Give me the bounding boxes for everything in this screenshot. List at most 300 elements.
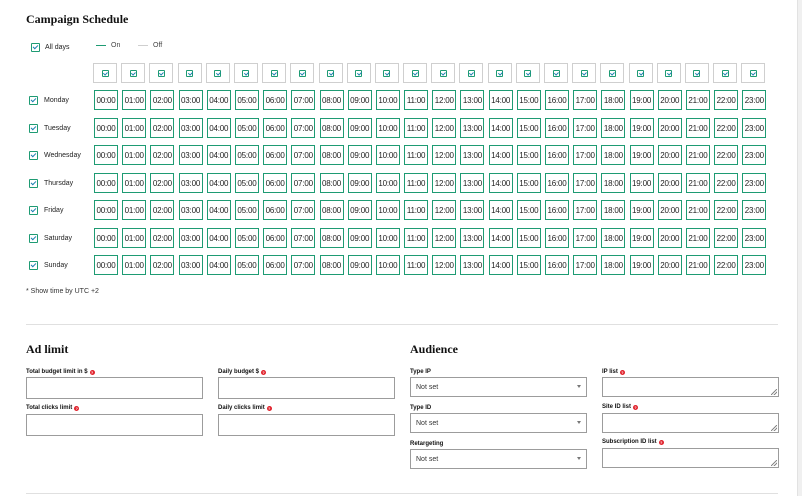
checkbox[interactable] (468, 70, 475, 77)
on-swatch (96, 45, 106, 46)
total-budget-input[interactable] (26, 377, 203, 399)
retargeting-label: Retargeting (410, 441, 444, 447)
day-checkbox[interactable] (29, 206, 38, 215)
hour-slot[interactable]: 09:00 (348, 90, 372, 110)
hour-slot[interactable]: 20:00 (658, 118, 682, 138)
day-checkbox[interactable] (29, 261, 38, 270)
legend-on-label: On (111, 42, 121, 49)
hour-slot[interactable]: 06:00 (263, 118, 287, 138)
retargeting-value: Not set (416, 455, 439, 463)
hour-slot[interactable]: 19:00 (630, 200, 654, 220)
hour-slot[interactable]: 20:00 (658, 200, 682, 220)
hour-slot[interactable]: 17:00 (573, 118, 597, 138)
hour-column-checkbox[interactable] (206, 63, 230, 83)
hour-slot[interactable]: 10:00 (376, 90, 400, 110)
hour-slot[interactable]: 02:00 (150, 173, 174, 193)
hour-column-checkbox[interactable] (741, 63, 765, 83)
hour-slot[interactable]: 22:00 (714, 145, 738, 165)
hour-slot[interactable]: 07:00 (291, 145, 315, 165)
legend-on (96, 42, 120, 49)
checkbox[interactable] (214, 70, 221, 77)
hour-slot[interactable]: 20:00 (658, 173, 682, 193)
hour-slot[interactable]: 01:00 (122, 228, 146, 248)
checkbox[interactable] (186, 70, 193, 77)
hour-slot[interactable]: 01:00 (122, 173, 146, 193)
hour-slot[interactable]: 14:00 (489, 200, 513, 220)
hour-slot[interactable]: 14:00 (489, 145, 513, 165)
hour-slot[interactable]: 05:00 (235, 228, 259, 248)
hour-slot[interactable]: 00:00 (94, 118, 118, 138)
hour-column-checkbox[interactable] (572, 63, 596, 83)
day-label: Wednesday (44, 151, 81, 159)
hour-slot[interactable]: 14:00 (489, 90, 513, 110)
hour-slot[interactable]: 12:00 (432, 200, 456, 220)
hour-slot[interactable]: 12:00 (432, 173, 456, 193)
audience-title: Audience (410, 342, 458, 356)
checkbox[interactable] (637, 70, 644, 77)
type-id-select[interactable] (410, 413, 587, 433)
hour-slot[interactable]: 01:00 (122, 145, 146, 165)
resize-handle-icon[interactable] (771, 425, 777, 431)
checkbox[interactable] (553, 70, 560, 77)
hour-slot[interactable]: 17:00 (573, 228, 597, 248)
day-toggle[interactable] (29, 151, 93, 160)
retargeting-select[interactable] (410, 449, 587, 469)
hour-slot[interactable]: 12:00 (432, 145, 456, 165)
hour-slot[interactable]: 03:00 (179, 200, 203, 220)
hour-slot[interactable]: 15:00 (517, 90, 541, 110)
help-icon[interactable]: ? (90, 369, 94, 375)
hour-column-checkbox[interactable] (149, 63, 173, 83)
hour-slot[interactable]: 02:00 (150, 255, 174, 275)
hour-slot[interactable]: 19:00 (630, 90, 654, 110)
subscription-id-list-label (602, 439, 664, 445)
type-ip-value: Not set (416, 383, 439, 391)
hour-slot[interactable]: 19:00 (630, 118, 654, 138)
hour-column-checkbox[interactable] (459, 63, 483, 83)
hour-slot[interactable]: 23:00 (742, 255, 766, 275)
checkbox[interactable] (524, 70, 531, 77)
hour-slot[interactable]: 21:00 (686, 173, 710, 193)
hour-slot[interactable]: 09:00 (348, 228, 372, 248)
daily-budget-input[interactable] (218, 377, 395, 399)
hour-slot[interactable]: 04:00 (207, 90, 231, 110)
hour-column-checkbox[interactable] (121, 63, 145, 83)
hour-column-checkbox[interactable] (488, 63, 512, 83)
hour-slot[interactable]: 10:00 (376, 173, 400, 193)
day-row (29, 118, 771, 138)
hour-slot[interactable]: 13:00 (460, 200, 484, 220)
hour-slot[interactable]: 06:00 (263, 200, 287, 220)
checkbox[interactable] (327, 70, 334, 77)
hour-slot[interactable]: 21:00 (686, 200, 710, 220)
hour-slot[interactable]: 11:00 (404, 90, 428, 110)
hour-slot[interactable]: 03:00 (179, 255, 203, 275)
checkbox[interactable] (722, 70, 729, 77)
ip-list-label-text: IP list (602, 369, 618, 375)
hour-slot[interactable]: 14:00 (489, 255, 513, 275)
hour-slot[interactable]: 02:00 (150, 90, 174, 110)
chevron-down-icon (577, 457, 581, 460)
help-icon[interactable]: ? (75, 405, 78, 411)
help-icon[interactable]: ? (659, 439, 663, 445)
hour-slot[interactable]: 11:00 (404, 255, 428, 275)
hour-slot[interactable]: 16:00 (545, 90, 569, 110)
hour-slot[interactable]: 23:00 (742, 145, 766, 165)
hour-slot[interactable]: 07:00 (291, 228, 315, 248)
hour-slot[interactable]: 23:00 (742, 90, 766, 110)
hour-slot[interactable]: 22:00 (714, 228, 738, 248)
ip-list-textarea[interactable] (602, 377, 779, 397)
hour-slot[interactable]: 06:00 (263, 173, 287, 193)
hour-slot[interactable]: 22:00 (714, 173, 738, 193)
hour-slot[interactable]: 04:00 (207, 228, 231, 248)
hour-slot[interactable]: 11:00 (404, 145, 428, 165)
hour-slot[interactable]: 13:00 (460, 228, 484, 248)
hour-slot[interactable]: 19:00 (630, 255, 654, 275)
hour-slot[interactable]: 04:00 (207, 200, 231, 220)
hour-slot[interactable]: 10:00 (376, 200, 400, 220)
hour-column-checkbox[interactable] (375, 63, 399, 83)
help-icon[interactable]: ? (621, 369, 624, 375)
checkbox[interactable] (581, 70, 588, 77)
off-swatch (138, 45, 148, 46)
hour-column-checkbox[interactable] (234, 63, 258, 83)
hour-slot[interactable]: 19:00 (630, 145, 654, 165)
hour-slot[interactable]: 01:00 (122, 90, 146, 110)
checkbox[interactable] (750, 70, 757, 77)
hour-column-checkbox[interactable] (319, 63, 343, 83)
hour-slot[interactable]: 00:00 (94, 145, 118, 165)
hour-slot[interactable]: 09:00 (348, 255, 372, 275)
hour-slot[interactable]: 03:00 (179, 228, 203, 248)
subscription-id-list-textarea[interactable] (602, 448, 779, 468)
hour-column-checkbox[interactable] (403, 63, 427, 83)
hour-slot[interactable]: 09:00 (348, 145, 372, 165)
hour-slot[interactable]: 17:00 (573, 200, 597, 220)
daily-budget-label-text: Daily budget $ (218, 369, 260, 375)
hour-column-checkbox[interactable] (262, 63, 286, 83)
hour-slot[interactable]: 04:00 (207, 145, 231, 165)
hour-slot[interactable]: 13:00 (460, 173, 484, 193)
hour-slot[interactable]: 04:00 (207, 173, 231, 193)
hour-slot[interactable]: 19:00 (630, 228, 654, 248)
hour-slot[interactable]: 11:00 (404, 200, 428, 220)
hour-slot[interactable]: 10:00 (376, 145, 400, 165)
help-icon[interactable]: ? (634, 404, 637, 410)
all-days-label: All days (45, 44, 70, 51)
hour-slot[interactable]: 18:00 (601, 173, 625, 193)
total-budget-label (26, 369, 95, 375)
hour-slot[interactable]: 16:00 (545, 118, 569, 138)
checkbox[interactable] (496, 70, 503, 77)
hour-slot[interactable]: 05:00 (235, 255, 259, 275)
hour-slot[interactable]: 07:00 (291, 118, 315, 138)
hour-slot[interactable]: 19:00 (630, 173, 654, 193)
day-checkbox[interactable] (29, 96, 38, 105)
hour-column-checkbox[interactable] (544, 63, 568, 83)
day-label: Thursday (44, 179, 74, 187)
all-days-checkbox[interactable] (31, 43, 40, 52)
hour-column-checkbox[interactable] (713, 63, 737, 83)
daily-budget-label (218, 369, 266, 375)
hour-slot[interactable]: 01:00 (122, 118, 146, 138)
total-budget-label-text: Total budget limit in $ (26, 369, 88, 375)
hour-slot[interactable]: 15:00 (517, 118, 541, 138)
day-row (29, 145, 771, 165)
hour-slot[interactable]: 00:00 (94, 200, 118, 220)
day-label: Tuesday (44, 124, 71, 132)
hour-slot[interactable]: 23:00 (742, 118, 766, 138)
hour-slot[interactable]: 20:00 (658, 145, 682, 165)
checkbox[interactable] (440, 70, 447, 77)
hour-slot[interactable]: 03:00 (179, 173, 203, 193)
hour-column-checkbox[interactable] (600, 63, 624, 83)
day-checkbox[interactable] (29, 179, 38, 188)
ad-limit-title: Ad limit (26, 342, 69, 356)
hour-slot[interactable]: 15:00 (517, 200, 541, 220)
site-id-list-textarea[interactable] (602, 413, 779, 433)
hour-slot[interactable]: 17:00 (573, 255, 597, 275)
hour-slot[interactable]: 04:00 (207, 255, 231, 275)
hour-slot[interactable]: 00:00 (94, 90, 118, 110)
checkbox[interactable] (693, 70, 700, 77)
help-icon[interactable]: ? (267, 405, 271, 411)
checkbox[interactable] (242, 70, 249, 77)
hour-slot[interactable]: 11:00 (404, 118, 428, 138)
hour-slot[interactable]: 18:00 (601, 228, 625, 248)
hour-slot[interactable]: 12:00 (432, 90, 456, 110)
hour-slot[interactable]: 02:00 (150, 118, 174, 138)
hour-slot[interactable]: 16:00 (545, 145, 569, 165)
resize-handle-icon[interactable] (771, 389, 777, 395)
checkbox[interactable] (130, 70, 137, 77)
hour-slot[interactable]: 14:00 (489, 173, 513, 193)
hour-slot[interactable]: 08:00 (320, 255, 344, 275)
hour-slot[interactable]: 05:00 (235, 200, 259, 220)
hour-slot[interactable]: 10:00 (376, 255, 400, 275)
hour-slot[interactable]: 05:00 (235, 118, 259, 138)
campaign-schedule-title: Campaign Schedule (26, 12, 129, 26)
hour-slot[interactable]: 08:00 (320, 118, 344, 138)
day-checkbox[interactable] (29, 151, 38, 160)
day-row (29, 173, 771, 193)
hour-slot[interactable]: 09:00 (348, 200, 372, 220)
hour-slot[interactable]: 13:00 (460, 90, 484, 110)
hour-slot[interactable]: 18:00 (601, 145, 625, 165)
hour-slot[interactable]: 18:00 (601, 118, 625, 138)
hour-slot[interactable]: 15:00 (517, 173, 541, 193)
hour-slot[interactable]: 09:00 (348, 173, 372, 193)
day-label: Monday (44, 96, 69, 104)
hour-slot[interactable]: 16:00 (545, 228, 569, 248)
hour-slot[interactable]: 16:00 (545, 173, 569, 193)
hour-slot[interactable]: 06:00 (263, 145, 287, 165)
chevron-down-icon (577, 421, 581, 424)
hour-slot[interactable]: 14:00 (489, 228, 513, 248)
checkbox[interactable] (609, 70, 616, 77)
day-toggle[interactable] (29, 261, 93, 270)
type-id-value: Not set (416, 419, 439, 427)
checkbox[interactable] (102, 70, 109, 77)
hour-slot[interactable]: 05:00 (235, 90, 259, 110)
hour-slot[interactable]: 08:00 (320, 90, 344, 110)
daily-clicks-input[interactable] (218, 414, 395, 436)
timezone-note: * Show time by UTC +2 (26, 288, 99, 295)
hour-slot[interactable]: 09:00 (348, 118, 372, 138)
hour-slot[interactable]: 17:00 (573, 90, 597, 110)
hour-column-checkbox[interactable] (629, 63, 653, 83)
hour-slot[interactable]: 03:00 (179, 90, 203, 110)
hour-slot[interactable]: 06:00 (263, 255, 287, 275)
hour-slot[interactable]: 13:00 (460, 145, 484, 165)
hour-slot[interactable]: 21:00 (686, 118, 710, 138)
hour-slot[interactable]: 08:00 (320, 200, 344, 220)
checkbox[interactable] (271, 70, 278, 77)
hour-column-checkboxes (93, 63, 770, 83)
legend-off (138, 42, 162, 49)
hour-slot[interactable]: 16:00 (545, 255, 569, 275)
checkbox[interactable] (412, 70, 419, 77)
hour-slot[interactable]: 06:00 (263, 228, 287, 248)
hour-slot[interactable]: 08:00 (320, 228, 344, 248)
scrollbar-track[interactable] (797, 0, 802, 496)
hour-column-checkbox[interactable] (93, 63, 117, 83)
bottom-divider (26, 493, 778, 494)
hour-slot[interactable]: 21:00 (686, 255, 710, 275)
hour-slot[interactable]: 11:00 (404, 228, 428, 248)
total-clicks-label-text: Total clicks limit (26, 405, 73, 411)
hour-slot[interactable]: 18:00 (601, 200, 625, 220)
checkbox[interactable] (665, 70, 672, 77)
hour-column-checkbox[interactable] (685, 63, 709, 83)
hour-slot[interactable]: 08:00 (320, 173, 344, 193)
hour-slot[interactable]: 22:00 (714, 90, 738, 110)
help-icon[interactable]: ? (262, 369, 265, 375)
hour-slot[interactable]: 00:00 (94, 173, 118, 193)
hour-slot[interactable]: 01:00 (122, 200, 146, 220)
hour-column-checkbox[interactable] (178, 63, 202, 83)
hour-slot[interactable]: 20:00 (658, 90, 682, 110)
hour-slot[interactable]: 23:00 (742, 173, 766, 193)
hour-slot[interactable]: 15:00 (517, 255, 541, 275)
subscription-id-list-label-text: Subscription ID list (602, 439, 657, 445)
chevron-down-icon (577, 385, 581, 388)
total-clicks-label (26, 405, 79, 411)
hour-slot[interactable]: 22:00 (714, 255, 738, 275)
day-toggle[interactable] (29, 96, 93, 105)
hour-slot[interactable]: 00:00 (94, 228, 118, 248)
hour-slot[interactable]: 12:00 (432, 228, 456, 248)
hour-column-checkbox[interactable] (347, 63, 371, 83)
day-row (29, 90, 771, 110)
day-checkbox[interactable] (29, 124, 38, 133)
hour-slot[interactable]: 23:00 (742, 200, 766, 220)
hour-slot[interactable]: 12:00 (432, 118, 456, 138)
hour-slot[interactable]: 14:00 (489, 118, 513, 138)
hour-slot[interactable]: 13:00 (460, 118, 484, 138)
hour-slot[interactable]: 18:00 (601, 255, 625, 275)
hour-slot[interactable]: 02:00 (150, 228, 174, 248)
hour-slot[interactable]: 12:00 (432, 255, 456, 275)
hour-slot[interactable]: 02:00 (150, 200, 174, 220)
type-ip-select[interactable] (410, 377, 587, 397)
hour-slot[interactable]: 01:00 (122, 255, 146, 275)
day-row (29, 228, 771, 248)
site-id-list-label (602, 404, 638, 410)
hour-slot[interactable]: 21:00 (686, 145, 710, 165)
section-divider (26, 324, 778, 325)
hour-column-checkbox[interactable] (516, 63, 540, 83)
day-toggle[interactable] (29, 206, 93, 215)
hour-slot[interactable]: 10:00 (376, 118, 400, 138)
hour-slot[interactable]: 15:00 (517, 145, 541, 165)
hour-slot[interactable]: 20:00 (658, 255, 682, 275)
hour-slot[interactable]: 02:00 (150, 145, 174, 165)
ip-list-label (602, 369, 625, 375)
hour-slot[interactable]: 18:00 (601, 90, 625, 110)
resize-handle-icon[interactable] (771, 460, 777, 466)
hour-slot[interactable]: 07:00 (291, 90, 315, 110)
hour-slot[interactable]: 10:00 (376, 228, 400, 248)
checkbox[interactable] (299, 70, 306, 77)
hour-slot[interactable]: 03:00 (179, 118, 203, 138)
all-days-toggle[interactable] (31, 43, 70, 52)
hour-slot[interactable]: 15:00 (517, 228, 541, 248)
hour-column-checkbox[interactable] (290, 63, 314, 83)
checkbox[interactable] (158, 70, 165, 77)
day-row (29, 200, 771, 220)
hour-slot[interactable]: 05:00 (235, 145, 259, 165)
hour-slot[interactable]: 06:00 (263, 90, 287, 110)
hour-slot[interactable]: 21:00 (686, 228, 710, 248)
site-id-list-label-text: Site ID list (602, 404, 632, 410)
hour-slot[interactable]: 03:00 (179, 145, 203, 165)
hour-slot[interactable]: 20:00 (658, 228, 682, 248)
hour-column-checkbox[interactable] (431, 63, 455, 83)
day-label: Friday (44, 206, 64, 214)
hour-slot[interactable]: 07:00 (291, 200, 315, 220)
hour-column-checkbox[interactable] (657, 63, 681, 83)
total-clicks-input[interactable] (26, 414, 203, 436)
hour-slot[interactable]: 07:00 (291, 173, 315, 193)
type-ip-label: Type IP (410, 369, 431, 375)
hour-slot[interactable]: 13:00 (460, 255, 484, 275)
hour-slot[interactable]: 11:00 (404, 173, 428, 193)
hour-slot[interactable]: 05:00 (235, 173, 259, 193)
hour-slot[interactable]: 21:00 (686, 90, 710, 110)
day-toggle[interactable] (29, 234, 93, 243)
daily-clicks-label-text: Daily clicks limit (218, 405, 265, 411)
hour-slot[interactable]: 08:00 (320, 145, 344, 165)
day-toggle[interactable] (29, 179, 93, 188)
hour-slot[interactable]: 17:00 (573, 145, 597, 165)
checkbox[interactable] (355, 70, 362, 77)
hour-slot[interactable]: 23:00 (742, 228, 766, 248)
checkbox[interactable] (383, 70, 390, 77)
hour-slot[interactable]: 00:00 (94, 255, 118, 275)
hour-slot[interactable]: 22:00 (714, 118, 738, 138)
day-checkbox[interactable] (29, 234, 38, 243)
hour-slot[interactable]: 22:00 (714, 200, 738, 220)
day-row (29, 255, 771, 275)
hour-slot[interactable]: 16:00 (545, 200, 569, 220)
day-label: Sunday (44, 261, 68, 269)
hour-slot[interactable]: 17:00 (573, 173, 597, 193)
hour-slot[interactable]: 04:00 (207, 118, 231, 138)
day-toggle[interactable] (29, 124, 93, 133)
hour-slot[interactable]: 07:00 (291, 255, 315, 275)
